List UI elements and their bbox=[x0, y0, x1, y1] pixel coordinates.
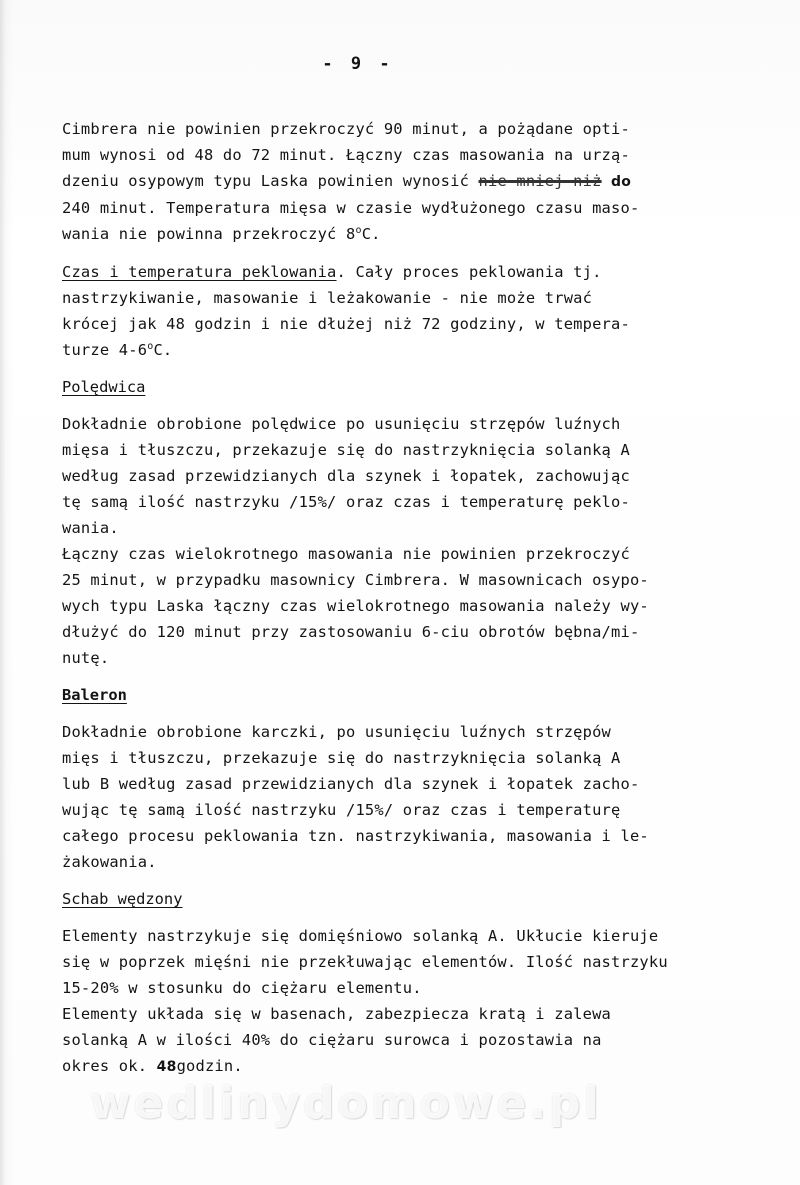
degree-superscript: o bbox=[147, 340, 154, 352]
text-line: według zasad przewidzianych dla szynek i łopatek, zachowując bbox=[62, 467, 630, 485]
section-poledwica bbox=[62, 375, 722, 671]
text-line: Elementy układa się w basenach, zabezpiecza kratą i zalewa bbox=[62, 1005, 612, 1023]
text-line: dłużyć do 120 minut przy zastosowaniu 6-ciu obrotów bębna/mi- bbox=[62, 623, 640, 641]
handwritten-correction: do bbox=[611, 174, 632, 190]
paragraph-intro bbox=[62, 116, 722, 247]
text-line bbox=[62, 337, 722, 363]
text-fragment: wania nie powinna przekroczyć 8 bbox=[62, 225, 356, 243]
text-line: się w poprzek mięśni nie przekłuwając elementów. Ilość nastrzyku bbox=[62, 953, 668, 971]
text-fragment: C. bbox=[361, 225, 381, 243]
struck-text: nie mniej niż bbox=[478, 172, 602, 190]
text-fragment: godzin. bbox=[176, 1057, 243, 1075]
text-line: Cimbrera nie powinien przekroczyć 90 minut, a pożądane opti- bbox=[62, 120, 630, 138]
handwritten-number: 48 bbox=[156, 1059, 177, 1075]
section-baleron bbox=[62, 683, 722, 875]
text-fragment: . Cały proces peklowania tj. bbox=[336, 263, 602, 281]
text-fragment: okres ok. bbox=[62, 1057, 157, 1075]
text-line: tę samą ilość nastrzyku /15%/ oraz czas i temperaturę peklo- bbox=[62, 493, 630, 511]
text-line: żakowania. bbox=[62, 853, 157, 871]
text-line: nastrzykiwanie, masowanie i leżakowanie - nie może trwać bbox=[62, 289, 593, 307]
page-number: - 9 - bbox=[322, 54, 394, 74]
section-schab bbox=[62, 887, 722, 1080]
text-line: mięsa i tłuszczu, przekazuje się do nastrzyknięcia solanką A bbox=[62, 441, 630, 459]
text-line bbox=[62, 221, 722, 247]
text-line: wania. bbox=[62, 519, 119, 537]
text-line bbox=[62, 1053, 722, 1080]
document-body bbox=[62, 116, 722, 1080]
text-line: mięs i tłuszczu, przekazuje się do nastrzyknięcia solanką A bbox=[62, 749, 621, 767]
text-line: całego procesu peklowania tzn. nastrzykiwania, masowania i le- bbox=[62, 827, 649, 845]
text-line: 25 minut, w przypadku masownicy Cimbrera. W masownicach osypo- bbox=[62, 571, 649, 589]
text-line: Elementy nastrzykuje się domięśniowo solanką A. Ukłucie kieruje bbox=[62, 927, 659, 945]
text-line: Dokładnie obrobione polędwice po usunięciu strzępów luźnych bbox=[62, 415, 621, 433]
text-line: nutę. bbox=[62, 649, 110, 667]
section-heading: Schab wędzony bbox=[62, 890, 183, 908]
text-line: solanką A w ilości 40% do ciężaru surowca i pozostawia na bbox=[62, 1031, 602, 1049]
watermark: wedlinydomowe.pl bbox=[90, 1078, 602, 1129]
section-heading: Baleron bbox=[62, 686, 127, 704]
text-line bbox=[62, 259, 722, 285]
text-line: wując tę samą ilość nastrzyku /15%/ oraz czas i temperaturę bbox=[62, 801, 621, 819]
text-line: lub B według zasad przewidzianych dla szynek i łopatek zacho- bbox=[62, 775, 640, 793]
section-heading: Polędwica bbox=[62, 378, 146, 396]
degree-superscript: o bbox=[355, 224, 362, 236]
paragraph-curing-time bbox=[62, 259, 722, 363]
text-fragment: dzeniu osypowym typu Laska powinien wynosić bbox=[62, 172, 479, 190]
text-line bbox=[62, 168, 722, 195]
text-line: mum wynosi od 48 do 72 minut. Łączny czas masowania na urzą- bbox=[62, 146, 630, 164]
text-fragment: turze 4-6 bbox=[62, 341, 148, 359]
text-line: 15-20% w stosunku do ciężaru elementu. bbox=[62, 979, 422, 997]
text-line: Łączny czas wielokrotnego masowania nie powinien przekroczyć bbox=[62, 545, 630, 563]
text-line: 240 minut. Temperatura mięsa w czasie wydłużonego czasu maso- bbox=[62, 199, 640, 217]
text-line: Dokładnie obrobione karczki, po usunięciu luźnych strzępów bbox=[62, 723, 612, 741]
section-heading-curing: Czas i temperatura peklowania bbox=[62, 263, 337, 281]
text-fragment: C. bbox=[153, 341, 173, 359]
text-line: krócej jak 48 godzin i nie dłużej niż 72 godziny, w tempera- bbox=[62, 315, 630, 333]
text-line: wych typu Laska łączny czas wielokrotnego masowania należy wy- bbox=[62, 597, 649, 615]
